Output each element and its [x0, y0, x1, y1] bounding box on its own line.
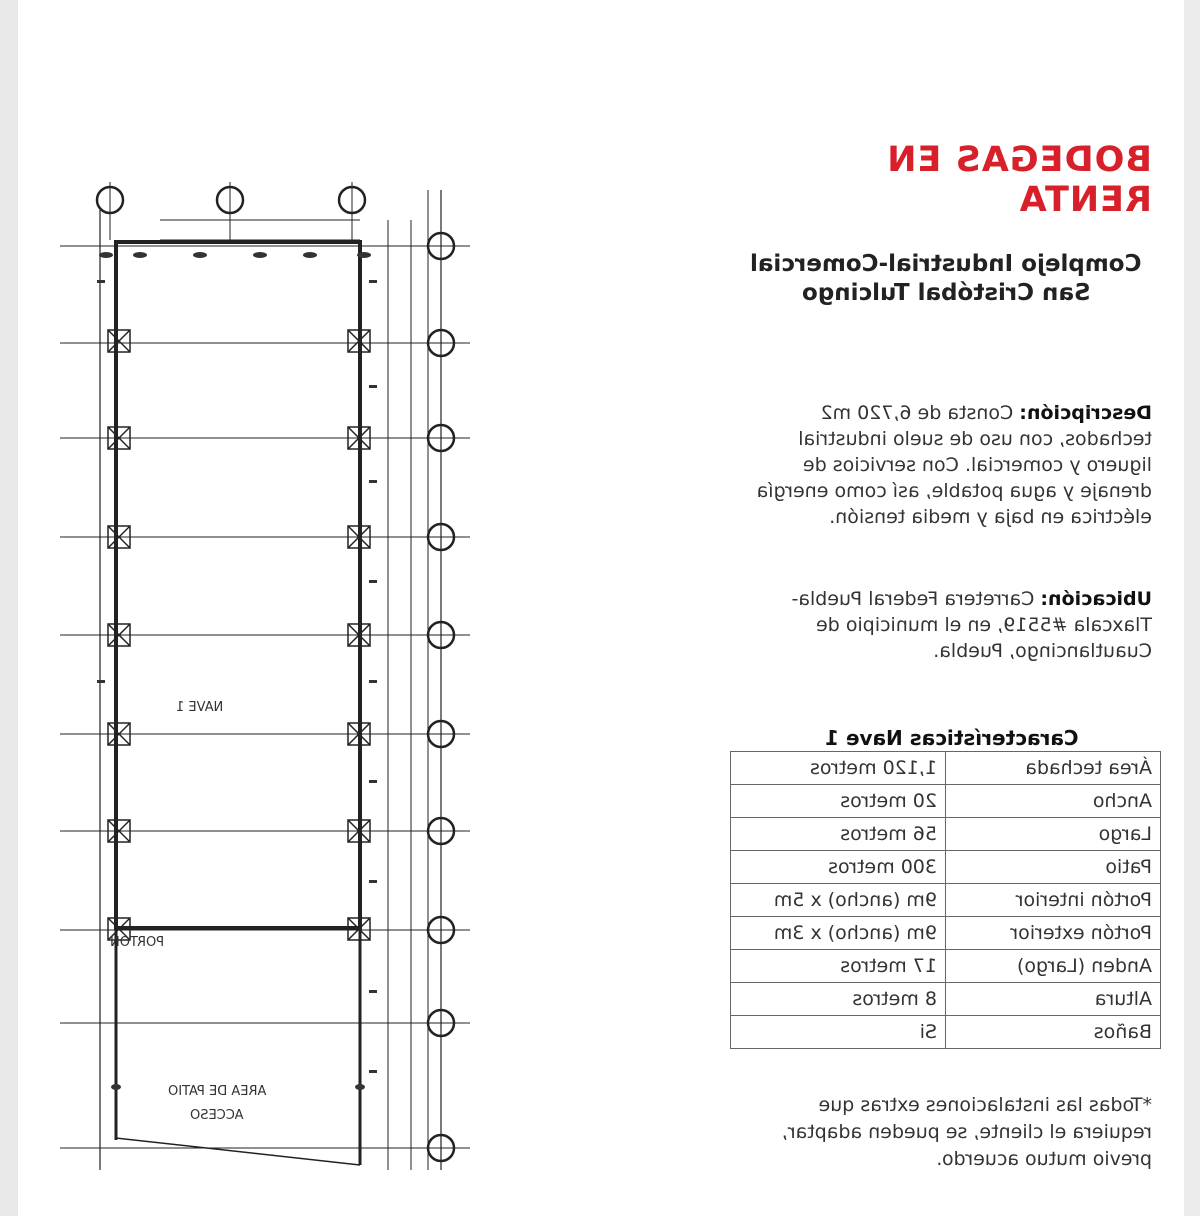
spec-label: Ancho — [946, 785, 1161, 818]
table-row — [731, 950, 1161, 983]
table-row — [731, 1016, 1161, 1049]
description-block — [742, 400, 1152, 530]
location-label: Ubicación: — [1040, 588, 1152, 610]
nave-label: NAVE 1 — [176, 700, 224, 715]
patio-label: AREA DE PATIO ACCESO — [167, 1084, 267, 1123]
spec-value: 9m (ancho) x 5m — [731, 884, 946, 917]
table-row — [731, 752, 1161, 785]
spec-value: 56 metros — [731, 818, 946, 851]
spec-label: Altura — [946, 983, 1161, 1016]
table-row — [731, 917, 1161, 950]
description-label: Descripción: — [1019, 402, 1152, 424]
porton-label: PORTON — [110, 935, 165, 950]
complex-name: Complejo Industrial-Comercial San Cristóbal Tulcingo — [750, 251, 1142, 306]
table-row — [731, 818, 1161, 851]
spec-value: 20 metros — [731, 785, 946, 818]
footnote: *Todas las instalaciones extras que requiera el cliente, se pueden adaptar, previo mutuo acuerdo. — [781, 1094, 1152, 1170]
spec-label: Patio — [946, 851, 1161, 884]
table-row — [731, 785, 1161, 818]
spec-value: 300 metros — [731, 851, 946, 884]
left-margin-strip — [0, 0, 18, 1216]
location-block — [742, 586, 1152, 664]
table-row — [731, 851, 1161, 884]
spec-label: Área techada — [946, 752, 1161, 785]
spec-label: Portón interior — [946, 884, 1161, 917]
spec-value: 17 metros — [731, 950, 946, 983]
spec-value: 9m (ancho) x 3m — [731, 917, 946, 950]
page-title: BODEGAS EN RENTA — [886, 140, 1152, 220]
specs-table — [730, 751, 1161, 1049]
spec-label: Portón exterior — [946, 917, 1161, 950]
spec-label: Largo — [946, 818, 1161, 851]
description-text: Consta de 6,720 m2 techados, con uso de suelo industrial liguero y comercial. Con servicios de drenaje y agua potable, así como energía eléctrica en baja y media tensión. — [756, 402, 1152, 528]
floor-plan — [30, 170, 470, 1180]
spec-value: 8 metros — [731, 983, 946, 1016]
table-row — [731, 884, 1161, 917]
table-row — [731, 983, 1161, 1016]
spec-label: Baños — [946, 1016, 1161, 1049]
spec-label: Anden (Largo) — [946, 950, 1161, 983]
specs-title: Características Nave 1 — [825, 726, 1079, 750]
spec-value: 1,120 metros — [731, 752, 946, 785]
spec-value: Si — [731, 1016, 946, 1049]
right-margin-strip — [1184, 0, 1200, 1216]
location-text: Carretera Federal Puebla-Tlaxcala #5519, en el municipio de Cuautlancingo, Puebla. — [791, 588, 1152, 662]
